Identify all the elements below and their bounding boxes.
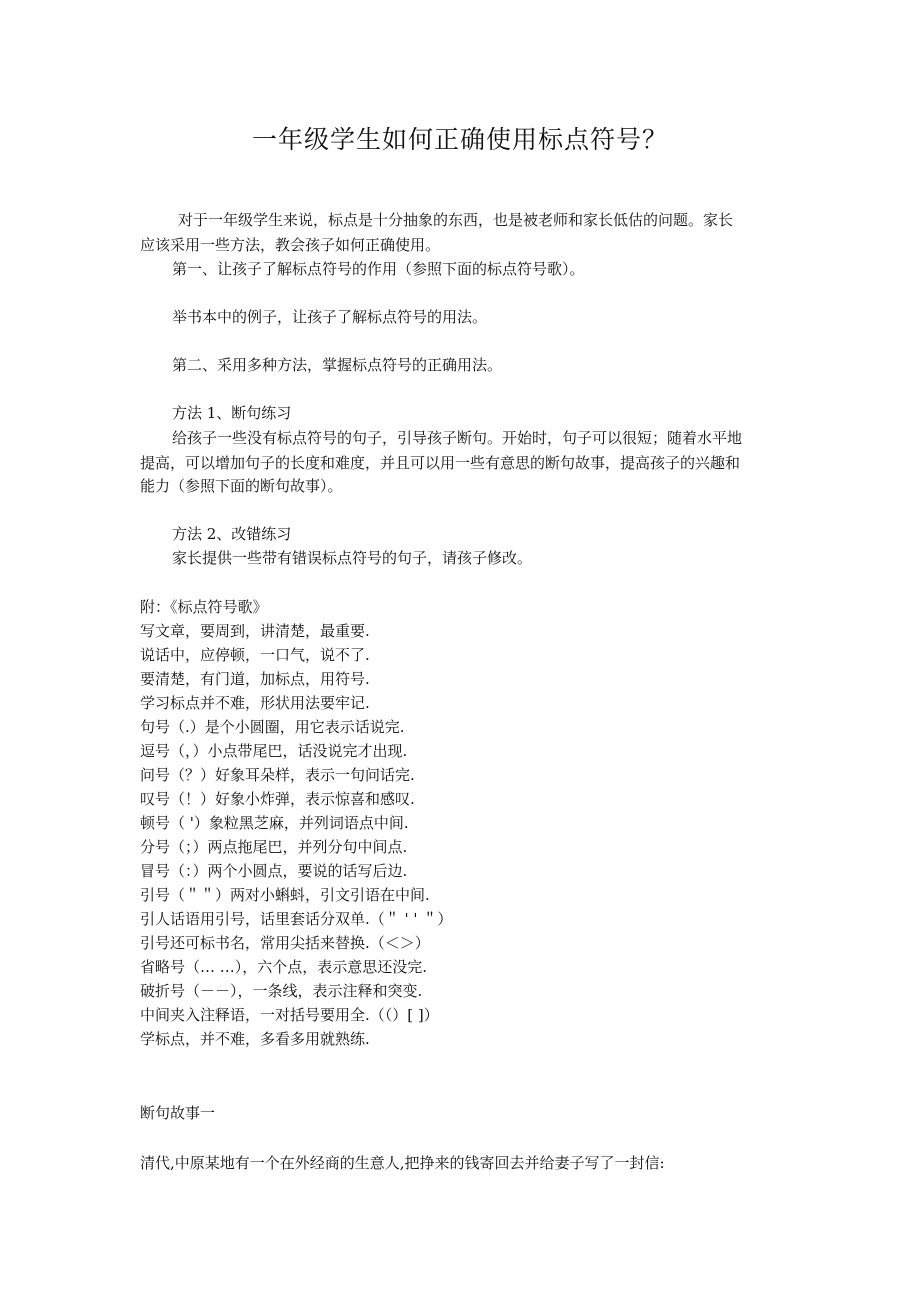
method-1-line-2: 提高，可以增加句子的长度和难度，并且可以用一些有意思的断句故事，提高孩子的兴趣和 <box>140 454 741 472</box>
song-line: 逗号（，）小点带尾巴，话没说完才出现. <box>140 742 408 760</box>
song-line: 学习标点并不难，形状用法要牢记. <box>140 694 370 712</box>
story-title: 断句故事一 <box>140 1104 216 1122</box>
song-line: 引人话语用引号，话里套话分双单.（＂ ' ' ＂） <box>140 910 453 928</box>
song-line: 引号（＂＂）两对小蝌蚪，引文引语在中间. <box>140 886 430 904</box>
method-1-line-1: 给孩子一些没有标点符号的句子，引导孩子断句。开始时，句子可以很短；随着水平地 <box>172 429 743 447</box>
song-line: 问号（？）好象耳朵样，表示一句问话完. <box>140 766 415 784</box>
song-line: 叹号（！）好象小炸弹，表示惊喜和感叹. <box>140 790 415 808</box>
method-2-line-1: 家长提供一些带有错误标点符号的句子，请孩子修改。 <box>172 549 533 567</box>
song-line: 省略号（… …），六个点，表示意思还没完. <box>140 958 428 976</box>
song-line: 顿号（ '）象粒黑芝麻，并列词语点中间. <box>140 814 409 832</box>
method-1-title: 方法 1、断句练习 <box>172 404 292 422</box>
song-line: 破折号（－－），一条线，表示注释和突变. <box>140 982 423 1000</box>
song-line: 引号还可标书名，常用尖括来替换.（＜＞） <box>140 934 430 952</box>
method-1-line-3: 能力（参照下面的断句故事）。 <box>140 477 343 495</box>
intro-line-1: 对于一年级学生来说，标点是十分抽象的东西，也是被老师和家长低估的问题。家长 <box>178 211 734 229</box>
song-line: 说话中，应停顿，一口气，说不了. <box>140 646 370 664</box>
song-line: 分号（；）两点拖尾巴，并列分句中间点. <box>140 838 408 856</box>
step-1-detail: 举书本中的例子，让孩子了解标点符号的用法。 <box>172 308 488 326</box>
song-line: 写文章，要周到，讲清楚，最重要. <box>140 622 370 640</box>
step-1: 第一、让孩子了解标点符号的作用（参照下面的标点符号歌）。 <box>172 260 585 278</box>
step-2: 第二、采用多种方法，掌握标点符号的正确用法。 <box>172 356 503 374</box>
story-line-1: 清代,中原某地有一个在外经商的生意人,把挣来的钱寄回去并给妻子写了一封信: <box>140 1154 665 1172</box>
document-title: 一年级学生如何正确使用标点符号？ <box>251 125 668 154</box>
song-line: 要清楚，有门道，加标点，用符号. <box>140 670 370 688</box>
song-line: 学标点，并不难，多看多用就熟练. <box>140 1030 370 1048</box>
song-line: 句号（.）是个小圆圈，用它表示话说完. <box>140 718 405 736</box>
method-2-title: 方法 2、改错练习 <box>172 525 292 543</box>
song-line: 中间夹入注释语，一对括号要用全.（（）[ ]） <box>140 1006 439 1024</box>
song-line: 冒号（：）两个小圆点，要说的话写后边. <box>140 862 408 880</box>
song-title: 附：《标点符号歌》 <box>140 598 268 616</box>
intro-line-2: 应该采用一些方法，教会孩子如何正确使用。 <box>140 236 441 254</box>
